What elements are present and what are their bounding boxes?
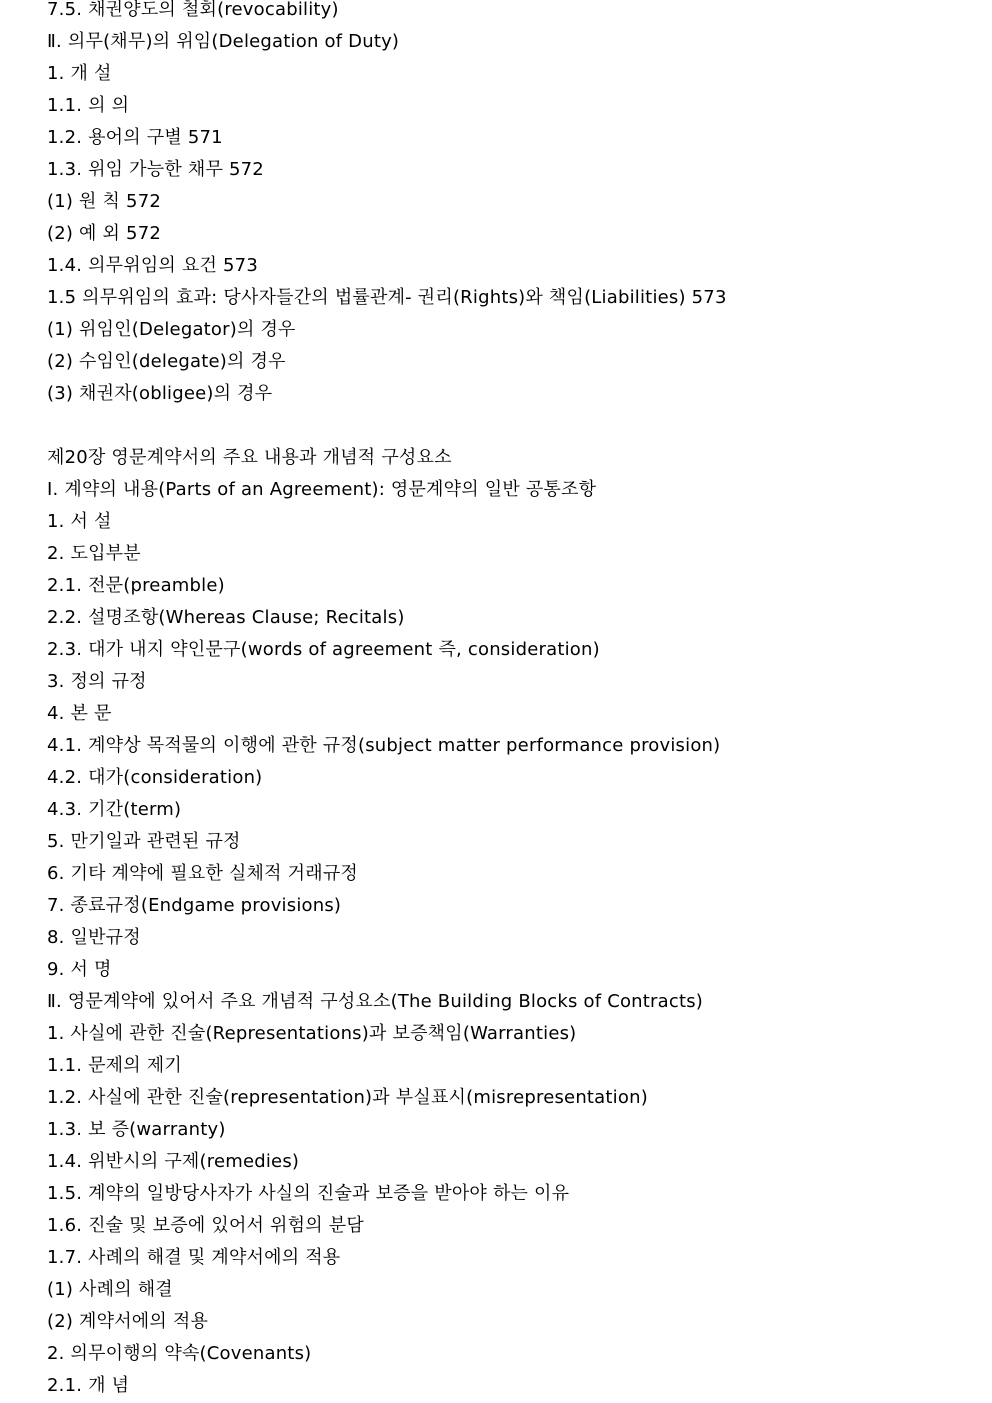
text-line: 1.2. 사실에 관한 진술(representation)과 부실표시(misrepresentation) [47, 1087, 648, 1108]
text-line: 1. 사실에 관한 진술(Representations)과 보증책임(Warranties) [47, 1023, 577, 1044]
text-line: 7. 종료규정(Endgame provisions) [47, 895, 342, 916]
text-line: (1) 위임인(Delegator)의 경우 [47, 319, 296, 340]
text-line: 1.7. 사례의 해결 및 계약서에의 적용 [47, 1247, 341, 1268]
section-heading: Ⅱ. 의무(채무)의 위임(Delegation of Duty) [47, 31, 400, 52]
text-line: (2) 계약서에의 적용 [47, 1311, 209, 1332]
text-line: (2) 예 외 572 [47, 223, 161, 244]
text-line: 1.3. 보 증(warranty) [47, 1119, 226, 1140]
text-line: 1.1. 의 의 [47, 95, 130, 116]
text-line: 9. 서 명 [47, 959, 112, 980]
text-line: 1.5. 계약의 일방당사자가 사실의 진술과 보증을 받아야 하는 이유 [47, 1183, 570, 1204]
text-line: 4. 본 문 [47, 703, 112, 724]
text-line: 2.2. 설명조항(Whereas Clause; Recitals) [47, 607, 405, 628]
text-line: 4.3. 기간(term) [47, 799, 182, 820]
section-heading: Ⅱ. 영문계약에 있어서 주요 개념적 구성요소(The Building Blocks of Contracts) [47, 991, 704, 1012]
text-line: (3) 채권자(obligee)의 경우 [47, 383, 273, 404]
text-line: 7.5. 채권양도의 철회(revocability) [47, 0, 339, 20]
section-heading: Ⅰ. 계약의 내용(Parts of an Agreement): 영문계약의 일반 공통조항 [47, 479, 597, 500]
text-line: 3. 정의 규정 [47, 671, 147, 692]
text-line: (2) 수임인(delegate)의 경우 [47, 351, 286, 372]
text-line: 2.1. 개 념 [47, 1375, 130, 1396]
text-line: 1.5 의무위임의 효과: 당사자들간의 법률관계- 권리(Rights)와 책임(Liabilities) 573 [47, 287, 727, 308]
text-line: 1.3. 위임 가능한 채무 572 [47, 159, 264, 180]
text-line: 4.2. 대가(consideration) [47, 767, 263, 788]
text-line: 1.6. 진술 및 보증에 있어서 위험의 분담 [47, 1215, 364, 1236]
text-line: 1.2. 용어의 구별 571 [47, 127, 223, 148]
text-line: 4.1. 계약상 목적물의 이행에 관한 규정(subject matter performance provision) [47, 735, 721, 756]
text-line: 2.1. 전문(preamble) [47, 575, 225, 596]
text-line: (1) 원 칙 572 [47, 191, 161, 212]
text-line: 6. 기타 계약에 필요한 실체적 거래규정 [47, 863, 359, 884]
text-line: 1.1. 문제의 제기 [47, 1055, 182, 1076]
blank-line [47, 410, 977, 442]
chapter-heading: 제20장 영문계약서의 주요 내용과 개념적 구성요소 [47, 447, 452, 468]
text-line: 2. 도입부분 [47, 543, 141, 564]
text-line: 8. 일반규정 [47, 927, 141, 948]
text-line: 5. 만기일과 관련된 규정 [47, 831, 241, 852]
text-line: 2. 의무이행의 약속(Covenants) [47, 1343, 312, 1364]
text-line: 1.4. 위반시의 구제(remedies) [47, 1151, 300, 1172]
text-line: 2.3. 대가 내지 약인문구(words of agreement 즉, consideration) [47, 639, 600, 660]
text-line: 1. 개 설 [47, 63, 112, 84]
document-page [47, 0, 977, 1402]
text-line: 1.4. 의무위임의 요건 573 [47, 255, 258, 276]
text-line: (1) 사례의 해결 [47, 1279, 173, 1300]
text-line: 1. 서 설 [47, 511, 112, 532]
